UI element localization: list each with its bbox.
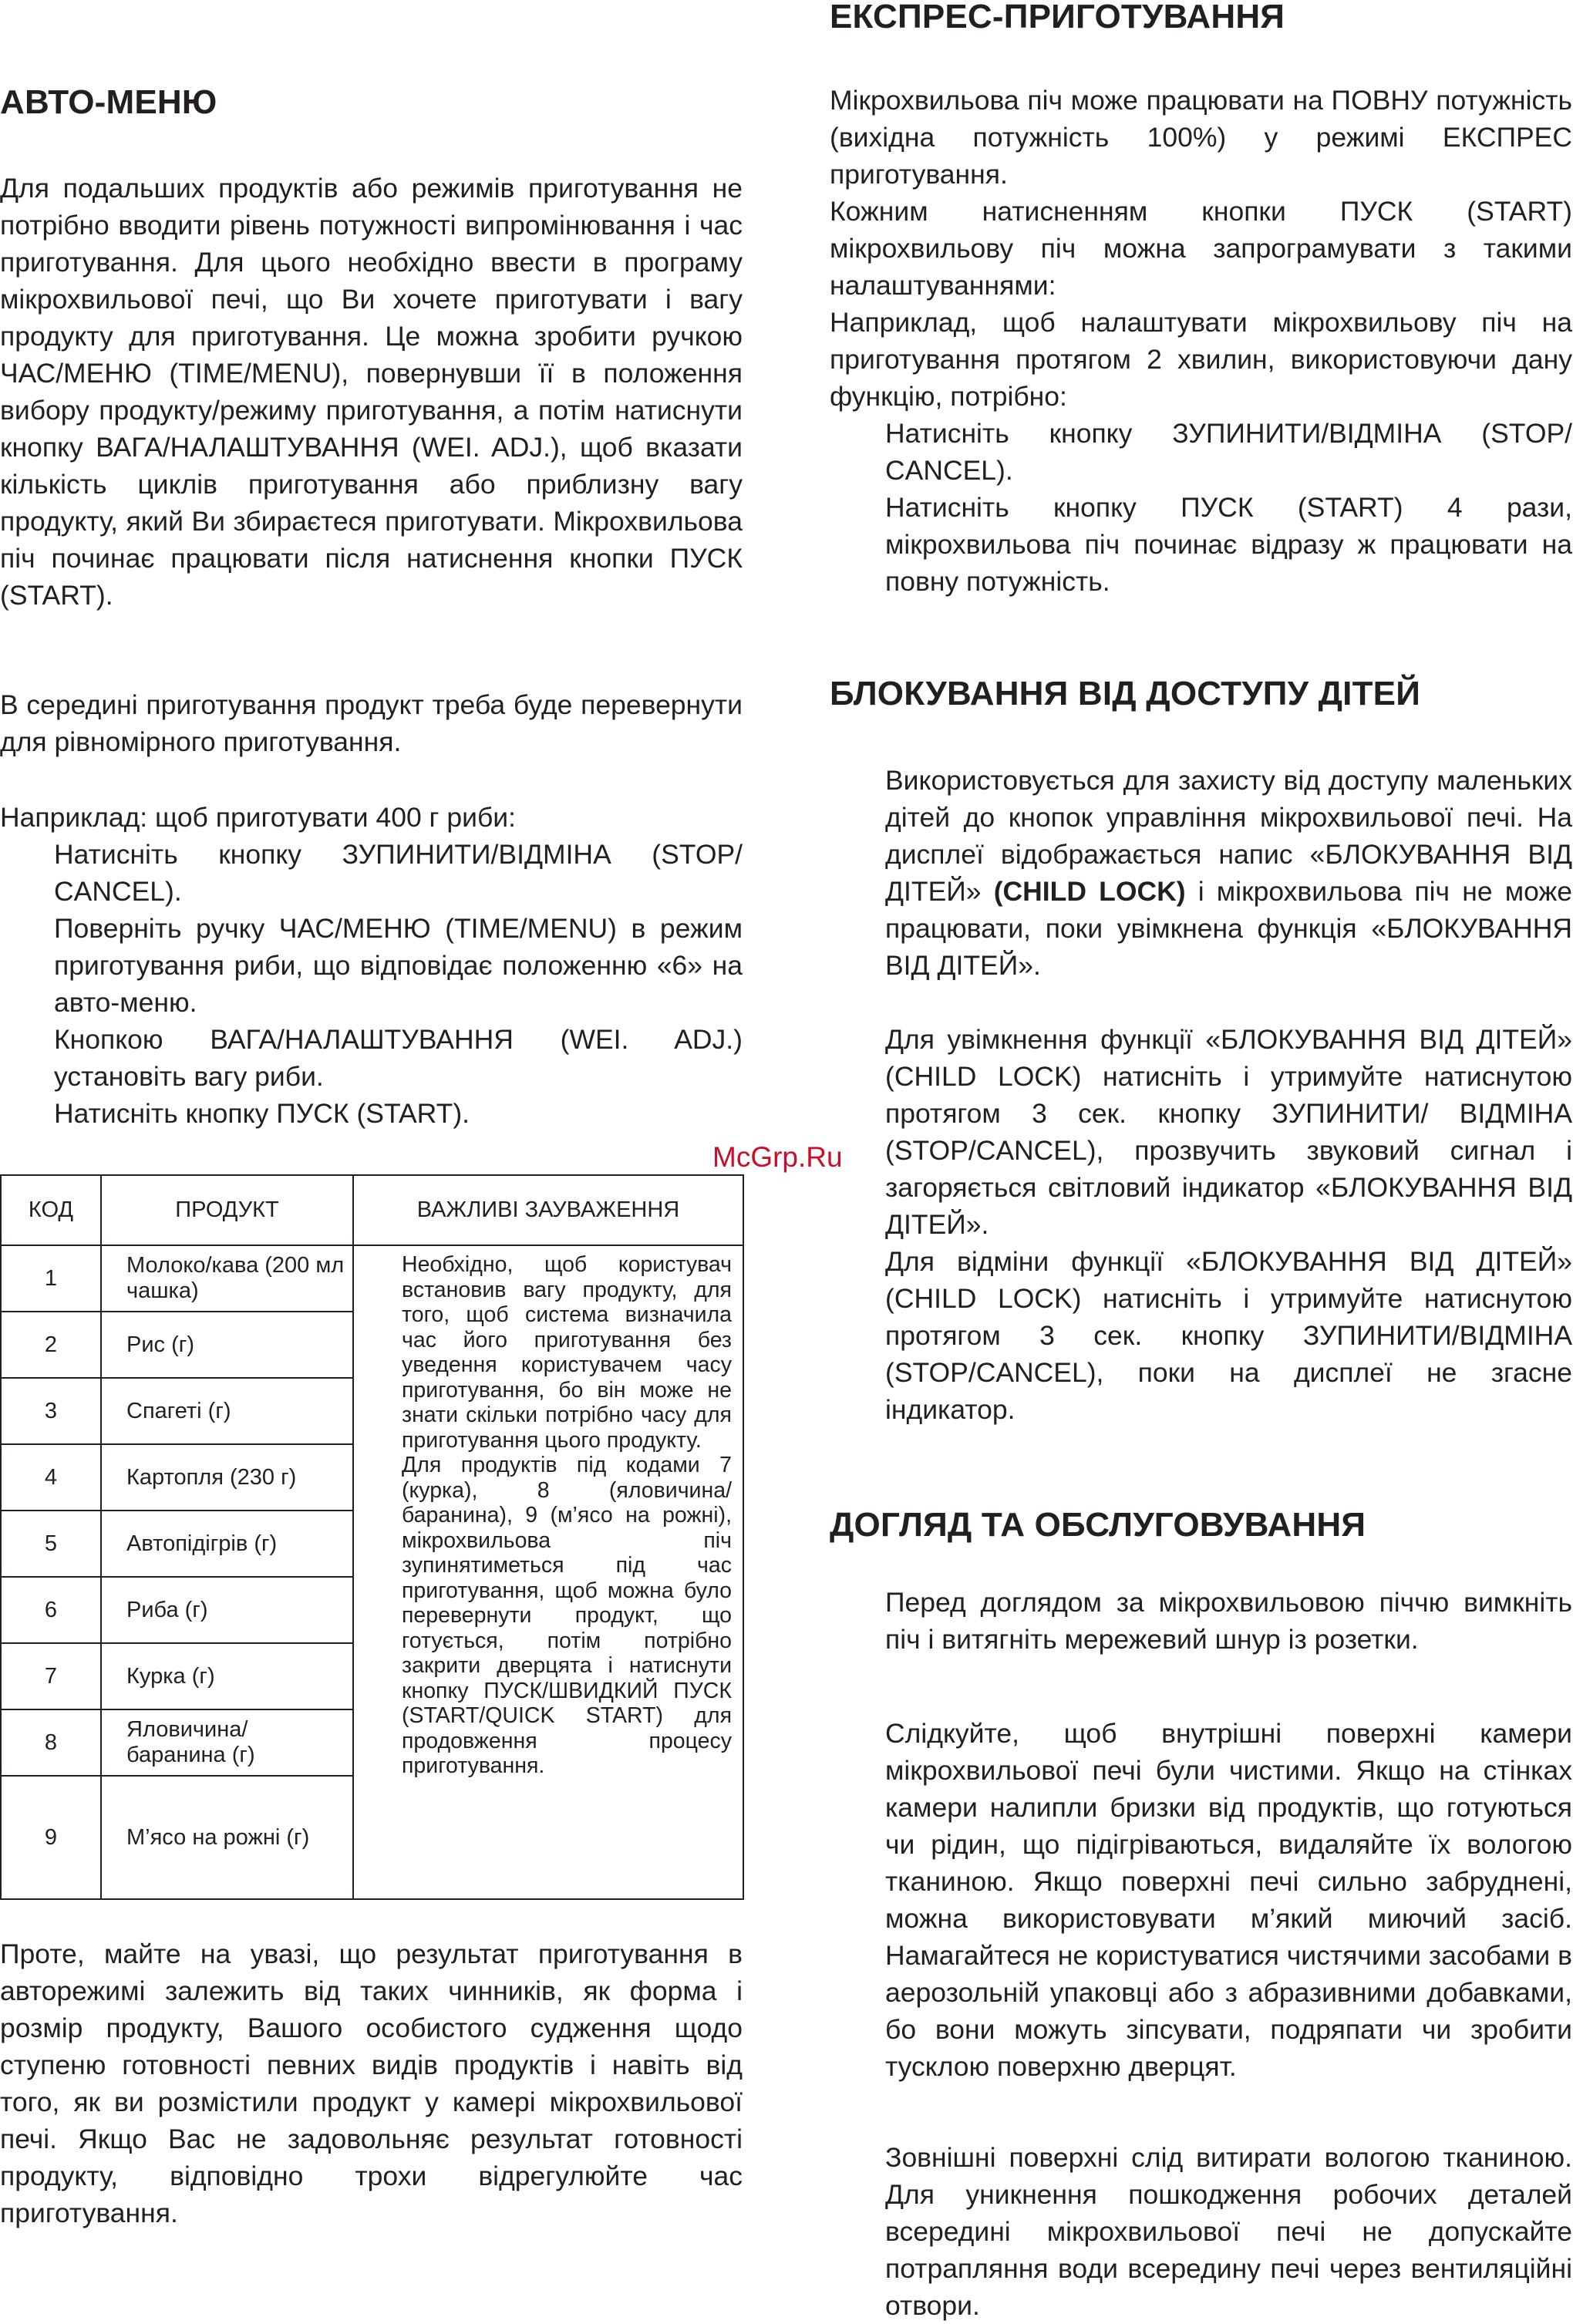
table-cell-product: Картопля (230 г): [101, 1444, 353, 1511]
table-cell-code: 4: [1, 1444, 101, 1511]
table-cell-code: 3: [1, 1378, 101, 1444]
table-cell-product: Яловичина/ баранина (г): [101, 1709, 353, 1776]
express-cooking-heading: ЕКСПРЕС-ПРИГОТУВАННЯ: [830, 0, 1285, 35]
table-cell-product: М’ясо на рожні (г): [101, 1776, 353, 1899]
table-cell-product: Молоко/кава (200 мл чашка): [101, 1245, 353, 1312]
child-lock-intro-text: Використовується для захисту від доступу маленьких дітей до кнопок управління мікрохвильової печі. На дисплеї відображається напис «БЛОКУВАННЯ ВІД ДІТЕЙ»: [885, 765, 1572, 907]
auto-menu-step-3: Кнопкою ВАГА/НАЛАШТУВАННЯ (WEI. ADJ.) установіть вагу риби.: [54, 1024, 743, 1092]
table-cell-code: 8: [1, 1709, 101, 1776]
care-heading: ДОГЛЯД ТА ОБСЛУГОВУВАННЯ: [830, 1506, 1366, 1544]
auto-menu-step-1: Натисніть кнопку ЗУПИНИТИ/ВІДМІНА (STOP/ CANCEL).: [54, 839, 743, 907]
child-lock-heading: БЛОКУВАННЯ ВІД ДОСТУПУ ДІТЕЙ: [830, 675, 1421, 712]
table-cell-code: 6: [1, 1577, 101, 1643]
child-lock-enable: Для увімкнення функції «БЛОКУВАННЯ ВІД ДІТЕЙ» (CHILD LOCK) натисніть і утримуйте натиснутою протягом 3 сек. кнопку ЗУПИНИТИ/ ВІДМІНА (STOP/CANCEL), прозвучить звуковий сигнал і загоряється світловий індикатор «БЛОКУВАННЯ ВІД ДІТЕЙ».: [885, 1024, 1572, 1240]
table-cell-code: 5: [1, 1511, 101, 1577]
care-interior: Слідкуйте, щоб внутрішні поверхні камери мікрохвильової печі були чистими. Якщо на стінках камери налипли бризки від продуктів, що готуються чи рідин, що підігріваються, видаляйте їх вологою тканиною. Якщо поверхні печі сильно забруднені, можна використовувати м’який миючий засіб. Намагайтеся не користуватися чистячими засобами в аерозольній упаковці або з абразивними добавками, бо вони можуть зіпсувати, подряпати чи зробити тусклою поверхню дверцят.: [885, 1718, 1572, 2082]
table-header-product: ПРОДУКТ: [101, 1175, 353, 1245]
table-cell-code: 9: [1, 1776, 101, 1899]
auto-menu-result-note: Проте, майте на увазі, що результат приготування в авторежимі залежить від таких чинників, як форма і розмір продукту, Вашого особистого судження щодо ступеню готовності певних видів продуктів і навіть від того, як ви розмістили продукт у камері мікрохвильової печі. Якщо Вас не задовольняє результат готовності продукту, відповідно трохи відрегулюйте час приготування.: [0, 1938, 743, 2228]
table-cell-code: 7: [1, 1643, 101, 1709]
table-cell-code: 2: [1, 1312, 101, 1378]
care-unplug: Перед доглядом за мікрохвильовою піччю вимкніть піч і витягніть мережевий шнур із розетки.: [885, 1587, 1572, 1655]
watermark-logo: McGrp.Ru: [712, 1141, 843, 1173]
auto-menu-turn-note: В середині приготування продукт треба буде перевернути для рівномірного приготування.: [0, 689, 743, 757]
care-exterior: Зовнішні поверхні слід витирати вологою тканиною. Для уникнення пошкодження робочих деталей всередині мікрохвильової печі не допускайте потрапляння води всередину печі через вентиляційні отвори.: [885, 2142, 1572, 2321]
express-press-start: Кожним натисненням кнопки ПУСК (START) мікрохвильову піч можна запрограмувати з такими налаштуваннями:: [830, 196, 1572, 301]
child-lock-intro-text-2: і мікрохвильова піч не може працювати, поки увімкнена функція «БЛОКУВАННЯ ВІД ДІТЕЙ».: [885, 876, 1572, 981]
child-lock-intro: [885, 762, 1572, 984]
express-step-1: Натисніть кнопку ЗУПИНИТИ/ВІДМІНА (STOP/ CANCEL).: [885, 418, 1572, 486]
table-cell-notes: [353, 1245, 743, 1899]
auto-menu-intro: Для подальших продуктів або режимів приготування не потрібно вводити рівень потужності випромінювання і час приготування. Для цього необхідно ввести в програму мікрохвильової печі, що Ви хочете приготувати і вагу продукту для приготування. Це можна зробити ручкою ЧАС/МЕНЮ (TIME/MENU), повернувши її в положення вибору продукту/режиму приготування, а потім натиснути кнопку ВАГА/НАЛАШТУВАННЯ (WEI. ADJ.), щоб вказати кількість циклів приготування або приблизну вагу продукту, який Ви збираєтеся приготувати. Мікрохвильова піч починає працювати після натиснення кнопки ПУСК (START).: [0, 173, 743, 611]
auto-menu-step-2: Поверніть ручку ЧАС/МЕНЮ (TIME/MENU) в режим приготування риби, що відповідає положенню «6» на авто-меню.: [54, 913, 743, 1018]
auto-menu-step-4: Натисніть кнопку ПУСК (START).: [54, 1098, 470, 1129]
child-lock-label: (CHILD LOCK): [993, 876, 1186, 907]
express-step-2: Натисніть кнопку ПУСК (START) 4 рази, мікрохвильова піч починає відразу ж працювати на повну потужність.: [885, 492, 1572, 597]
table-cell-product: Спагеті (г): [101, 1378, 353, 1444]
table-cell-product: Риба (г): [101, 1577, 353, 1643]
auto-menu-example-intro: Наприклад: щоб приготувати 400 г риби:: [0, 802, 516, 833]
table-cell-product: Курка (г): [101, 1643, 353, 1709]
child-lock-disable: Для відміни функції «БЛОКУВАННЯ ВІД ДІТЕЙ» (CHILD LOCK) натисніть і утримуйте натиснутою протягом 3 сек. кнопку ЗУПИНИТИ/ВІДМІНА (STOP/CANCEL), поки на дисплеї не згасне індикатор.: [885, 1246, 1572, 1425]
table-cell-product: Рис (г): [101, 1312, 353, 1378]
express-intro: Мікрохвильова піч може працювати на ПОВНУ потужність (вихідна потужність 100%) у режимі ЕКСПРЕС приготування.: [830, 85, 1572, 190]
table-note-2: Для продуктів під кодами 7 (курка), 8 (яловичина/ баранина), 9 (м’ясо на рожні), мікрохвильова піч зупинятиметься під час приготування, щоб можна було перевернути продукт, що готується, потім потрібно закрити дверцята і натиснути кнопку ПУСК/ШВИДКИЙ ПУСК (START/QUICK START) для продовження процесу приготування.: [402, 1453, 732, 1778]
auto-menu-table: [0, 1174, 744, 1900]
table-row: [1, 1245, 743, 1312]
auto-menu-heading: АВТО-МЕНЮ: [0, 83, 217, 121]
table-cell-code: 1: [1, 1245, 101, 1312]
table-cell-product: Автопідігрів (г): [101, 1511, 353, 1577]
express-example: Наприклад, щоб налаштувати мікрохвильову піч на приготування протягом 2 хвилин, використовуючи дану функцію, потрібно:: [830, 307, 1572, 412]
table-header-notes: ВАЖЛИВІ ЗАУВАЖЕННЯ: [353, 1175, 743, 1245]
table-header-code: КОД: [1, 1175, 101, 1245]
table-header-row: [1, 1175, 743, 1245]
table-note-1: Необхідно, щоб користувач встановив вагу продукту, для того, щоб система визначила час його приготування без уведення користувачем часу приготування, бо він може не знати скільки потрібно часу для приготування цього продукту.: [402, 1252, 732, 1453]
